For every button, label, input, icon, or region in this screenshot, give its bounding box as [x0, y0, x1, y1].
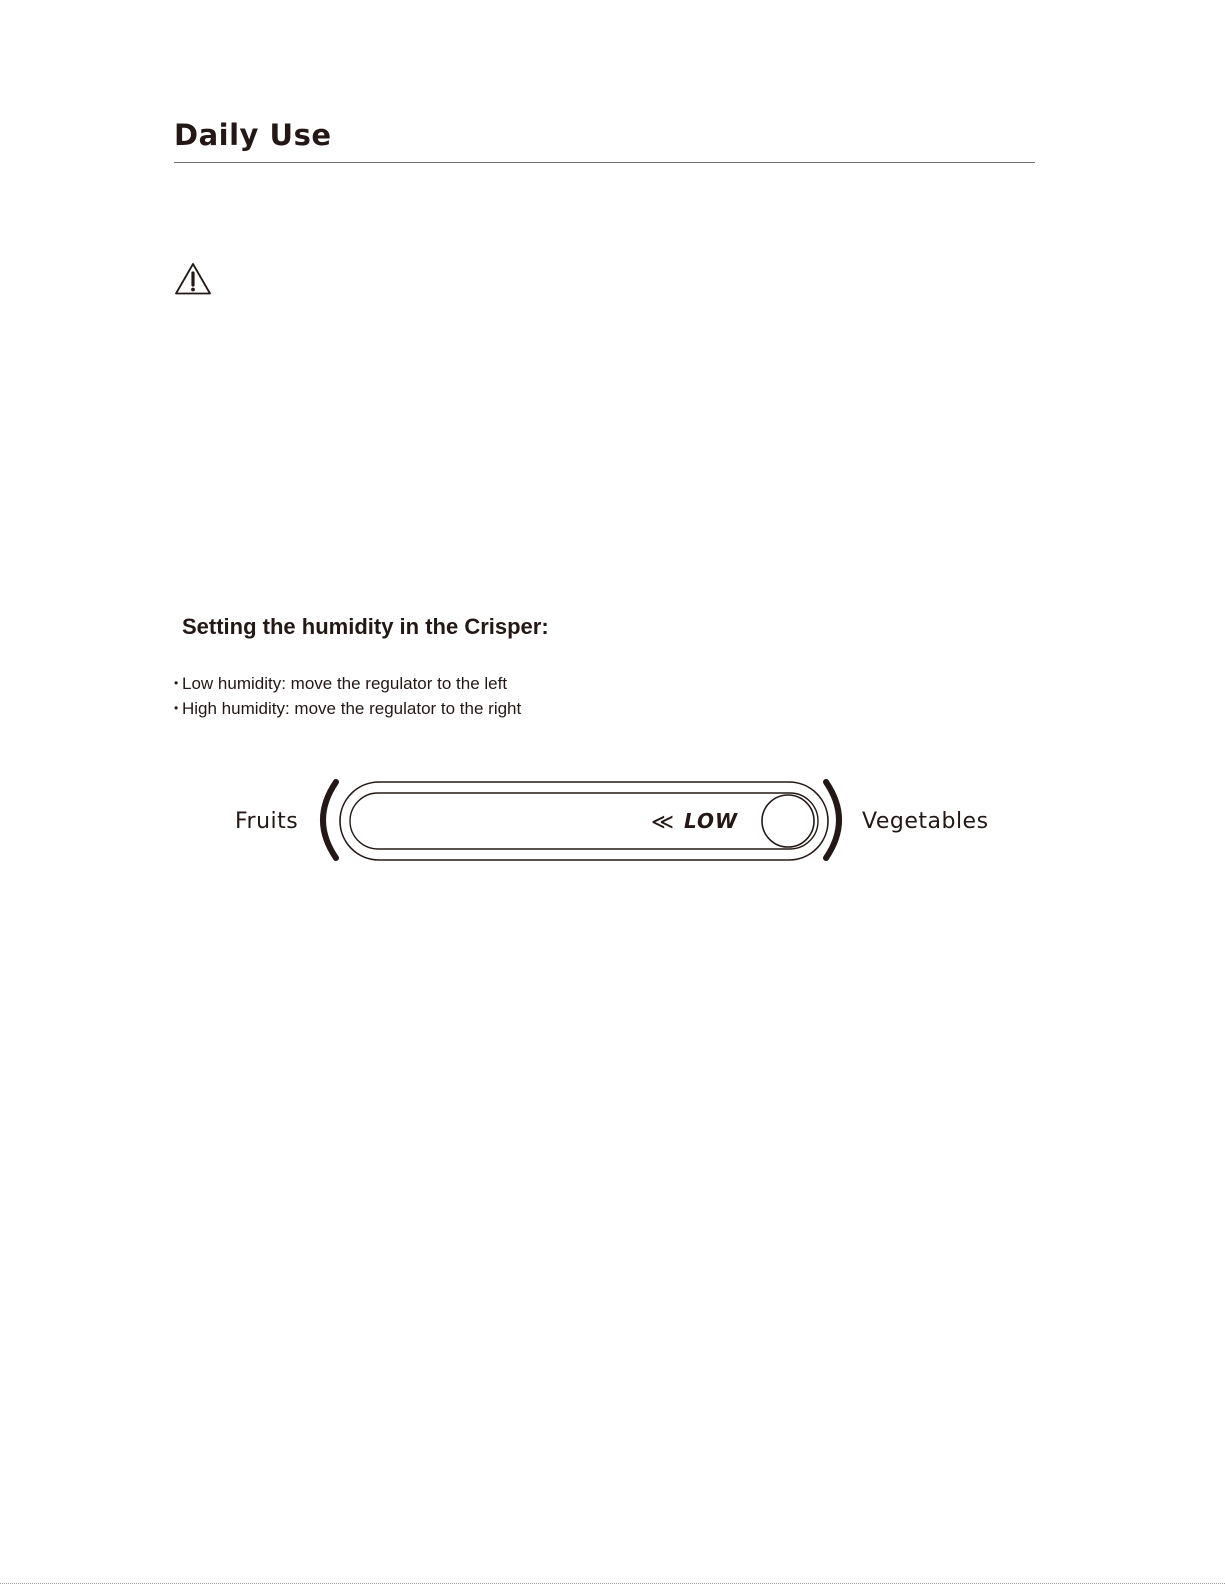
fruits-label: Fruits [235, 809, 299, 834]
list-item: • High humidity: move the regulator to the right [174, 699, 522, 718]
bullet-high-humidity: High humidity: move the regulator to the right [182, 699, 522, 718]
humidity-instructions [174, 671, 521, 721]
list-item: • Low humidity: move the regulator to the left [174, 674, 508, 693]
low-arrow-icon: ≪ [651, 810, 675, 835]
low-setting-label: LOW [684, 809, 739, 833]
regulator-knob[interactable] [762, 795, 814, 847]
bullet-low-humidity: Low humidity: move the regulator to the left [182, 674, 508, 693]
warning-triangle-icon [174, 262, 212, 296]
left-bracket [323, 782, 336, 858]
page-title: Daily Use [174, 118, 332, 152]
crisper-heading: Setting the humidity in the Crisper: [182, 614, 549, 639]
page-edge-divider [0, 1583, 1225, 1584]
title-divider [174, 162, 1035, 163]
vegetables-label: Vegetables [862, 809, 989, 834]
regulator-inner-track [350, 793, 818, 849]
humidity-regulator-diagram [230, 770, 1010, 870]
